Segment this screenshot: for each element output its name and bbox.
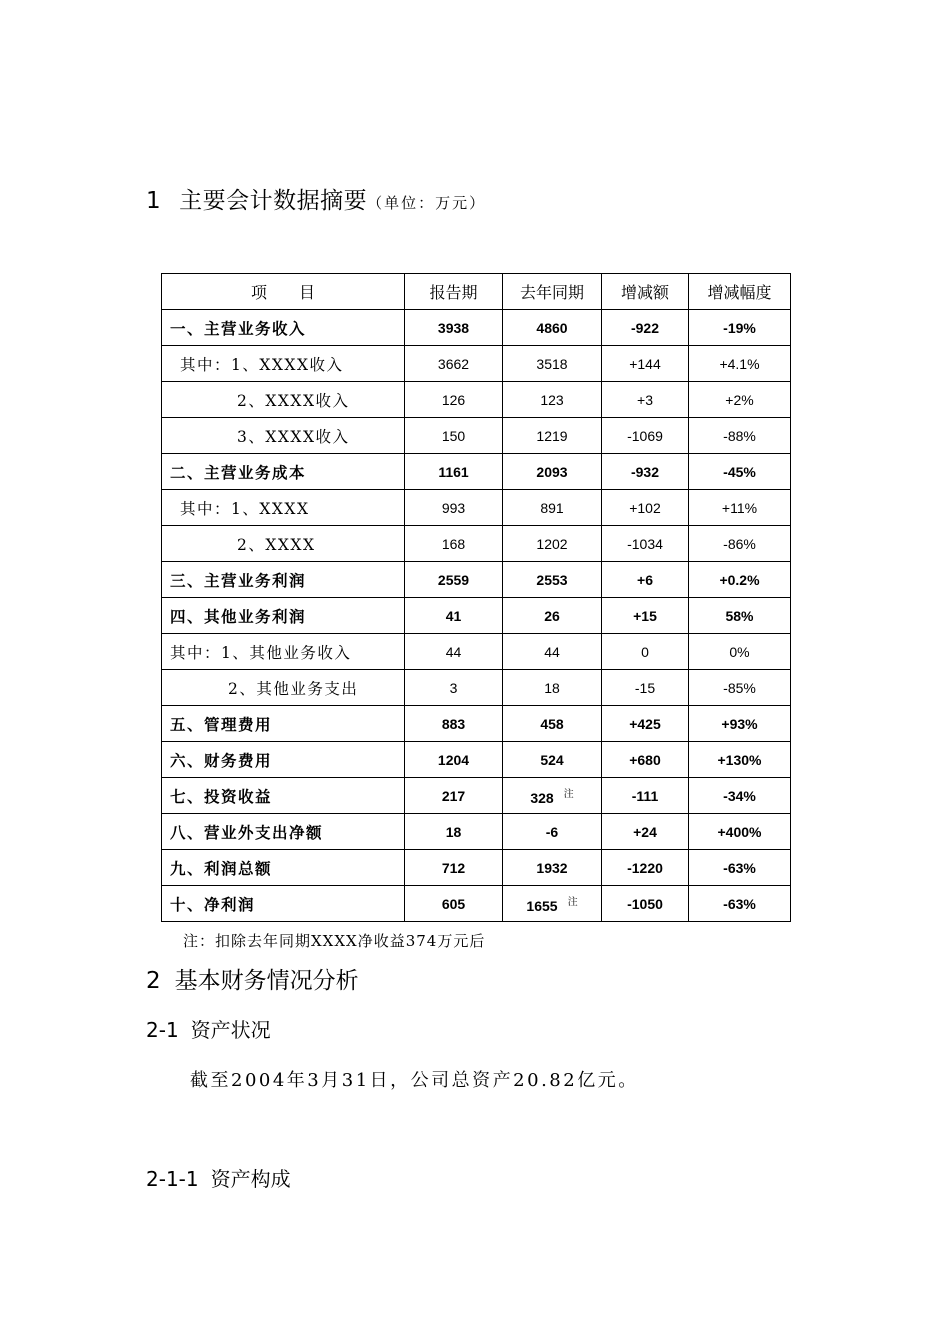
row-item: 六、财务费用 (162, 742, 405, 778)
table-row (162, 562, 791, 598)
table-row (162, 310, 791, 346)
row-current: 3 (405, 670, 503, 706)
row-previous (503, 778, 602, 814)
section-2-1-1-heading (146, 1163, 291, 1192)
row-pct: +2% (689, 382, 791, 418)
row-current: 1161 (405, 454, 503, 490)
row-previous: 26 (503, 598, 602, 634)
row-previous: 891 (503, 490, 602, 526)
section-2-number: 2 (146, 968, 161, 994)
row-pct: -34% (689, 778, 791, 814)
section-1-title: 主要会计数据摘要 (179, 188, 368, 214)
row-diff: +6 (602, 562, 689, 598)
accounting-summary-table (161, 273, 791, 922)
row-current: 18 (405, 814, 503, 850)
row-pct: -86% (689, 526, 791, 562)
row-previous: 2093 (503, 454, 602, 490)
table-row (162, 526, 791, 562)
row-pct: +0.2% (689, 562, 791, 598)
row-item: 九、利润总额 (162, 850, 405, 886)
section-2-1-1-number: 2-1-1 (146, 1167, 199, 1191)
table-row (162, 778, 791, 814)
row-diff: -1034 (602, 526, 689, 562)
row-pct: 58% (689, 598, 791, 634)
table-row (162, 670, 791, 706)
section-2-1-1-title: 资产构成 (210, 1167, 291, 1191)
row-item: 2、XXXX收入 (162, 382, 405, 418)
row-item: 其中：1、其他业务收入 (162, 634, 405, 670)
row-item: 二、主营业务成本 (162, 454, 405, 490)
row-previous: 458 (503, 706, 602, 742)
table-row (162, 598, 791, 634)
header-pct: 增减幅度 (689, 274, 791, 310)
section-2-heading (146, 962, 359, 995)
row-current: 883 (405, 706, 503, 742)
section-1-heading (146, 182, 486, 215)
row-item: 四、其他业务利润 (162, 598, 405, 634)
row-previous: 123 (503, 382, 602, 418)
header-previous: 去年同期 (503, 274, 602, 310)
row-current: 168 (405, 526, 503, 562)
row-diff: -111 (602, 778, 689, 814)
row-pct: -63% (689, 886, 791, 922)
table-row (162, 346, 791, 382)
row-item: 3、XXXX收入 (162, 418, 405, 454)
row-current: 44 (405, 634, 503, 670)
row-previous: 18 (503, 670, 602, 706)
row-pct: +11% (689, 490, 791, 526)
table-row (162, 418, 791, 454)
table-row (162, 706, 791, 742)
row-previous: 1219 (503, 418, 602, 454)
table-row (162, 490, 791, 526)
header-item: 项 目 (162, 274, 405, 310)
table-footnote: 注：扣除去年同期XXXX净收益374万元后 (183, 932, 486, 950)
row-item: 五、管理费用 (162, 706, 405, 742)
table-row (162, 850, 791, 886)
row-previous: -6 (503, 814, 602, 850)
table-header-row (162, 274, 791, 310)
row-previous-value: 1655 (526, 898, 558, 914)
row-previous: 44 (503, 634, 602, 670)
row-item: 其中：1、XXXX (162, 490, 405, 526)
row-diff: +102 (602, 490, 689, 526)
row-current: 41 (405, 598, 503, 634)
row-pct: 0% (689, 634, 791, 670)
section-2-1-heading (146, 1014, 271, 1043)
table-row (162, 886, 791, 922)
table-row (162, 634, 791, 670)
row-pct: +400% (689, 814, 791, 850)
row-pct: -19% (689, 310, 791, 346)
row-current: 150 (405, 418, 503, 454)
table-row (162, 454, 791, 490)
table-row (162, 814, 791, 850)
row-diff: +24 (602, 814, 689, 850)
row-pct: +4.1% (689, 346, 791, 382)
row-pct: -63% (689, 850, 791, 886)
section-1-number: 1 (146, 188, 162, 214)
note-marker: 注 (563, 789, 574, 800)
row-diff: 0 (602, 634, 689, 670)
row-diff: +15 (602, 598, 689, 634)
row-pct: -88% (689, 418, 791, 454)
row-current: 2559 (405, 562, 503, 598)
row-item: 2、XXXX (162, 526, 405, 562)
row-current: 126 (405, 382, 503, 418)
row-diff: +3 (602, 382, 689, 418)
row-previous: 2553 (503, 562, 602, 598)
header-current: 报告期 (405, 274, 503, 310)
row-item: 十、净利润 (162, 886, 405, 922)
row-current: 1204 (405, 742, 503, 778)
total-assets-paragraph: 截至2004年3月31日，公司总资产20.82亿元。 (190, 1070, 639, 1091)
row-diff: -922 (602, 310, 689, 346)
row-diff: -1050 (602, 886, 689, 922)
row-item: 一、主营业务收入 (162, 310, 405, 346)
row-diff: -1069 (602, 418, 689, 454)
row-previous-value: 328 (530, 790, 554, 806)
row-previous: 1932 (503, 850, 602, 886)
row-pct: +130% (689, 742, 791, 778)
header-diff: 增减额 (602, 274, 689, 310)
row-item: 七、投资收益 (162, 778, 405, 814)
row-previous (503, 886, 602, 922)
row-item: 其中：1、XXXX收入 (162, 346, 405, 382)
row-diff: +680 (602, 742, 689, 778)
row-current: 3662 (405, 346, 503, 382)
row-current: 217 (405, 778, 503, 814)
section-2-1-title: 资产状况 (190, 1018, 271, 1042)
row-previous: 1202 (503, 526, 602, 562)
row-current: 605 (405, 886, 503, 922)
row-diff: -932 (602, 454, 689, 490)
row-current: 712 (405, 850, 503, 886)
section-1-unit: （单位：万元） (367, 194, 487, 212)
row-pct: +93% (689, 706, 791, 742)
row-diff: -1220 (602, 850, 689, 886)
row-diff: +144 (602, 346, 689, 382)
row-pct: -85% (689, 670, 791, 706)
row-item: 八、营业外支出净额 (162, 814, 405, 850)
section-2-title: 基本财务情况分析 (174, 968, 359, 994)
row-current: 3938 (405, 310, 503, 346)
row-current: 993 (405, 490, 503, 526)
row-diff: -15 (602, 670, 689, 706)
row-previous: 3518 (503, 346, 602, 382)
row-item: 2、其他业务支出 (162, 670, 405, 706)
row-previous: 524 (503, 742, 602, 778)
row-pct: -45% (689, 454, 791, 490)
section-2-1-number: 2-1 (146, 1018, 179, 1042)
row-previous: 4860 (503, 310, 602, 346)
table-row (162, 742, 791, 778)
table-row (162, 382, 791, 418)
note-marker: 注 (567, 897, 578, 908)
row-diff: +425 (602, 706, 689, 742)
row-item: 三、主营业务利润 (162, 562, 405, 598)
